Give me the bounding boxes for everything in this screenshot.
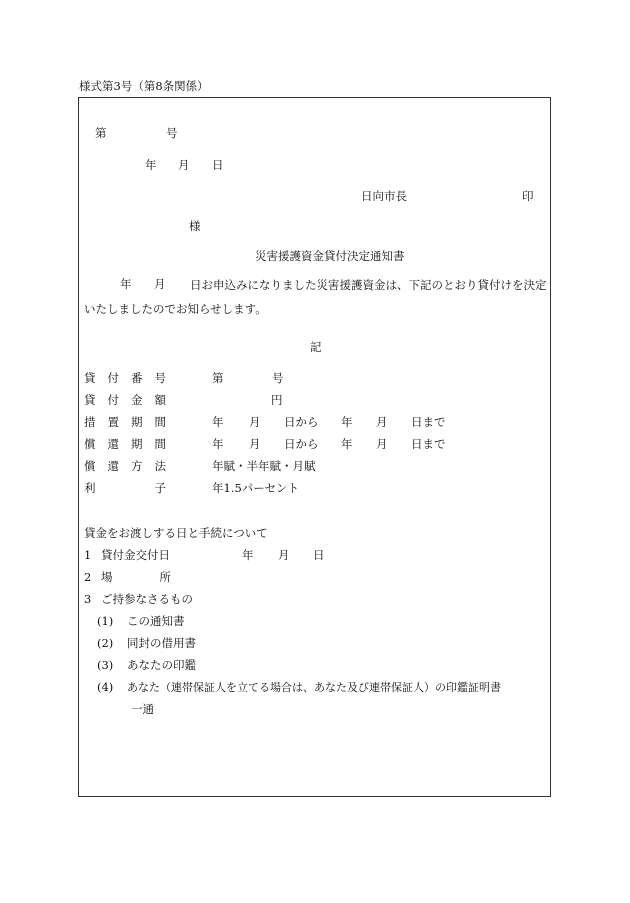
procedure-item1-month: 月	[278, 548, 290, 562]
sub-item-text: あなた（連帯保証人を立てる場合は、あなた及び連帯保証人）の印鑑証明書	[127, 681, 501, 694]
procedure-heading: 貸金をお渡しする日と手続について	[84, 526, 268, 540]
interest-value: 年1.5パーセント	[212, 481, 300, 495]
date-year: 年	[145, 158, 157, 172]
procedure-item2-label: 場 所	[101, 570, 171, 584]
body-month: 月	[154, 277, 166, 291]
sub-item-num: (2)	[97, 636, 114, 650]
sub-item-num: (3)	[97, 658, 114, 672]
deferment-year-from: 年	[212, 415, 224, 429]
loan-number-dai: 第	[212, 371, 224, 385]
repayment-month-to: 月	[376, 437, 388, 451]
seal-mark: 印	[522, 189, 534, 203]
procedure-item3-label: ご持参なさるもの	[101, 592, 193, 606]
deferment-month-to: 月	[376, 415, 388, 429]
repayment-year-to: 年	[341, 437, 353, 451]
addressee-sama: 様	[189, 219, 201, 233]
body-year: 年	[120, 277, 132, 291]
repayment-day-from: 日から	[284, 437, 319, 451]
loan-number-go: 号	[272, 371, 284, 385]
repayment-method-value: 年賦・半年賦・月賦	[212, 459, 316, 473]
document-title: 災害援護資金貸付決定通知書	[255, 249, 405, 263]
loan-amount-yen: 円	[271, 393, 283, 407]
sub-item-text: この通知書	[127, 614, 185, 628]
sub-item-continuation: 一通	[131, 702, 154, 716]
body-paragraph: 日お申込みになりました災害援護資金は、下記のとおり貸付けを決定いたしましたのでお知らせします。	[84, 278, 547, 316]
document-number-dai: 第	[95, 126, 107, 140]
sub-item-num: (1)	[97, 614, 114, 628]
procedure-item3-num: 3	[84, 592, 92, 606]
procedure-item2-num: 2	[84, 570, 92, 584]
procedure-item1-num: 1	[84, 548, 92, 562]
repayment-day-to: 日まで	[411, 437, 446, 451]
row-loan-number-label: 貸 付 番 号	[84, 371, 166, 385]
procedure-item1-year: 年	[242, 548, 254, 562]
procedure-item1-day: 日	[313, 548, 325, 562]
date-day: 日	[212, 158, 224, 172]
sub-item-num: (4)	[97, 680, 114, 694]
sub-item-text: 同封の借用書	[127, 636, 196, 650]
document-number-go: 号	[166, 126, 178, 140]
repayment-month-from: 月	[249, 437, 261, 451]
row-repayment-method-label: 償 還 方 法	[84, 459, 166, 473]
deferment-day-to: 日まで	[411, 415, 446, 429]
row-repayment-period-label: 償 還 期 間	[84, 437, 166, 451]
row-interest-label: 利 子	[84, 481, 166, 495]
sub-item-text: あなたの印鑑	[127, 658, 196, 672]
ki-heading: 記	[310, 340, 322, 354]
repayment-year-from: 年	[212, 437, 224, 451]
row-deferment-label: 措 置 期 間	[84, 415, 166, 429]
row-loan-amount-label: 貸 付 金 額	[84, 393, 166, 407]
form-number-label: 様式第3号（第8条関係）	[79, 79, 209, 93]
procedure-item1-label: 貸付金交付日	[101, 548, 170, 562]
date-month: 月	[178, 158, 190, 172]
deferment-month-from: 月	[249, 415, 261, 429]
deferment-year-to: 年	[341, 415, 353, 429]
issuer-mayor: 日向市長	[361, 189, 407, 203]
deferment-day-from: 日から	[284, 415, 319, 429]
